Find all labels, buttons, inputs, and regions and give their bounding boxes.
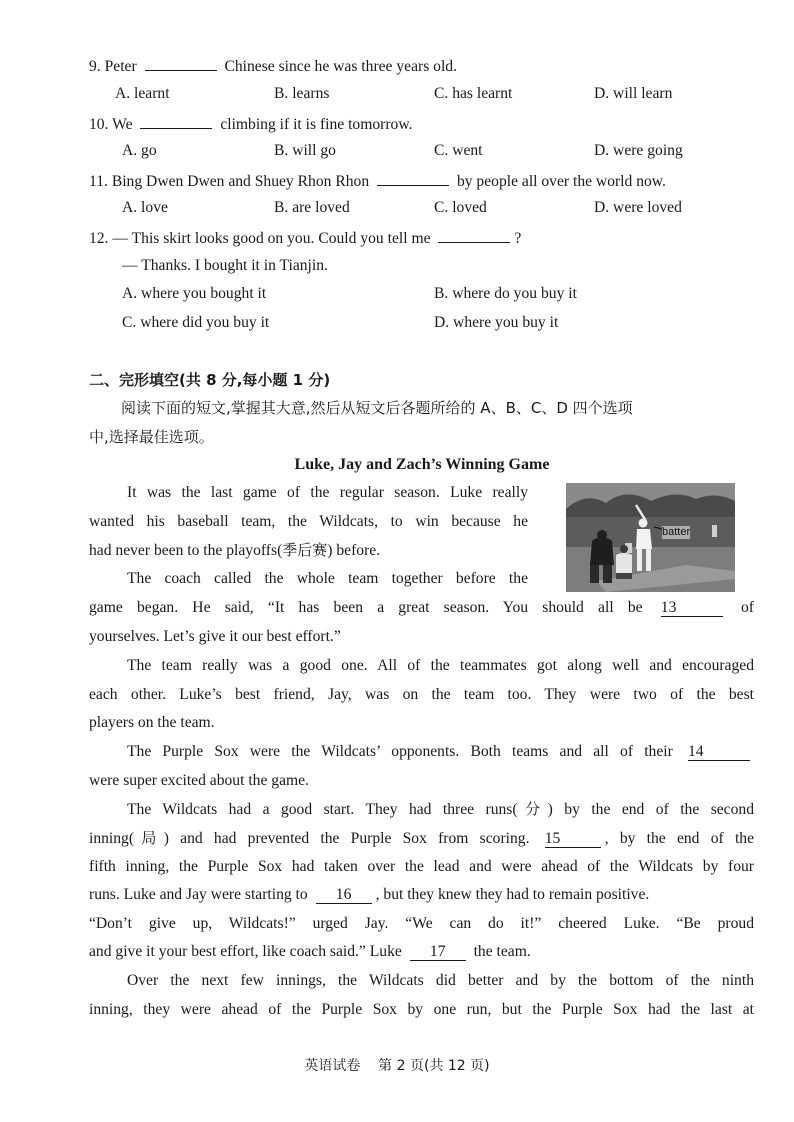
blank-17: 17: [410, 943, 466, 961]
passage-text: , but they knew they had to remain positive.: [375, 886, 650, 903]
passage-line: players on the team.: [89, 714, 215, 731]
question-text: ?: [514, 230, 522, 247]
page-footer: 英语试卷 第 2 页(共 12 页): [304, 1058, 490, 1074]
passage-line: It was the last game of the regular season. Luke really: [127, 484, 528, 501]
passage-text: , by the end of the: [604, 830, 754, 847]
passage-text: of: [740, 599, 754, 616]
passage-line: Over the next few innings, the Wildcats did better and by the bottom of the ninth: [127, 972, 754, 989]
baseball-photo-image: [566, 483, 735, 592]
option-d: D. will learn: [594, 85, 673, 102]
passage-line: each other. Luke’s best friend, Jay, was on the team too. They were two of the best: [89, 686, 754, 703]
batter-label: batter: [662, 526, 691, 538]
option-b: B. will go: [274, 142, 336, 159]
answer-blank: [140, 113, 212, 129]
blank-16: 16: [316, 886, 372, 904]
question-12: [89, 227, 794, 249]
question-text: by people all over the world now.: [456, 173, 666, 190]
option-c: C. where did you buy it: [122, 314, 270, 331]
option-c: C. has learnt: [434, 85, 513, 102]
passage-line: “Don’t give up, Wildcats!” urged Jay. “We can do it!” cheered Luke. “Be proud: [89, 915, 754, 932]
passage-text: had never been to the playoffs(: [89, 542, 283, 559]
section-instruction: 阅读下面的短文,掌握其大意,然后从短文后各题所给的 A、B、C、D 四个选项: [121, 399, 633, 417]
passage-line: [89, 942, 531, 962]
passage-text: ) before.: [327, 542, 381, 559]
blank-14: 14: [688, 743, 750, 761]
question-11: [89, 170, 794, 192]
passage-text: The Purple Sox were the Wildcats’ opponents. Both teams and all of their: [127, 743, 673, 760]
answer-blank: [438, 227, 510, 243]
question-text: We: [112, 116, 133, 133]
question-10: [89, 113, 794, 135]
passage-text: runs. Luke and Jay were starting to: [89, 886, 308, 903]
passage-text: inning(: [89, 830, 135, 847]
passage-text: the team.: [473, 943, 531, 960]
passage-line: The team really was a good one. All of the teammates got along well and encouraged: [127, 657, 754, 674]
option-d: D. where you buy it: [434, 314, 559, 331]
passage-text: and give it your best effort, like coach said.” Luke: [89, 943, 402, 960]
option-c: C. went: [434, 142, 483, 159]
option-a: A. love: [122, 199, 168, 216]
option-d: D. were loved: [594, 199, 682, 216]
passage-line: [89, 598, 754, 618]
dialogue-reply: — Thanks. I bought it in Tianjin.: [122, 257, 328, 274]
passage-text-cn: 季后赛: [282, 541, 328, 559]
option-d: D. were going: [594, 142, 683, 159]
blank-13: 13: [661, 599, 723, 617]
passage-line: [89, 540, 380, 561]
answer-blank: [377, 170, 449, 186]
passage-line: [89, 885, 649, 905]
passage-line: [127, 742, 754, 762]
passage-text: ) and had prevented the Purple Sox from scoring.: [163, 830, 530, 847]
passage-text: The Wildcats had a good start. They had three runs(: [127, 801, 518, 818]
section-instruction: 中,选择最佳选项。: [89, 428, 214, 446]
passage-text: ) by the end of the second: [547, 801, 754, 818]
baseball-photo: [566, 483, 735, 592]
passage-text-cn: 分: [517, 800, 548, 818]
passage-line: The coach called the whole team together before the: [127, 570, 528, 587]
question-number: 10.: [89, 116, 109, 133]
passage-text-cn: 局: [134, 829, 164, 847]
option-b: B. learns: [274, 85, 330, 102]
question-text: Chinese since he was three years old.: [224, 58, 457, 75]
passage-line: [89, 828, 754, 849]
passage-line: yourselves. Let’s give it our best effort.”: [89, 628, 341, 645]
option-b: B. are loved: [274, 199, 350, 216]
question-text: Bing Dwen Dwen and Shuey Rhon Rhon: [111, 173, 370, 190]
option-a: A. where you bought it: [122, 285, 267, 302]
question-text: Peter: [104, 58, 137, 75]
question-number: 9.: [89, 58, 101, 75]
question-number: 12.: [89, 230, 109, 247]
passage-text: game began. He said, “It has been a great season. You should all be: [89, 599, 643, 616]
passage-line: fifth inning, the Purple Sox had taken over the lead and were ahead of the Wildcats by four: [89, 858, 754, 875]
option-c: C. loved: [434, 199, 487, 216]
option-a: A. learnt: [115, 85, 170, 102]
question-9: [89, 55, 794, 77]
answer-blank: [145, 55, 217, 71]
passage-line: inning, they were ahead of the Purple Sox by one run, but the Purple Sox had the last at: [89, 1001, 754, 1018]
question-number: 11.: [89, 173, 108, 190]
passage-line: [127, 799, 754, 820]
option-a: A. go: [122, 142, 157, 159]
passage-line: wanted his baseball team, the Wildcats, to win because he: [89, 513, 528, 530]
question-text: climbing if it is fine tomorrow.: [220, 116, 413, 133]
question-text: — This skirt looks good on you. Could you tell me: [112, 230, 431, 247]
section-heading: 二、完形填空(共 8 分,每小题 1 分): [89, 371, 331, 389]
passage-line: were super excited about the game.: [89, 772, 309, 789]
option-b: B. where do you buy it: [434, 285, 577, 302]
blank-15: 15: [545, 830, 601, 848]
passage-title: Luke, Jay and Zach’s Winning Game: [294, 456, 550, 473]
